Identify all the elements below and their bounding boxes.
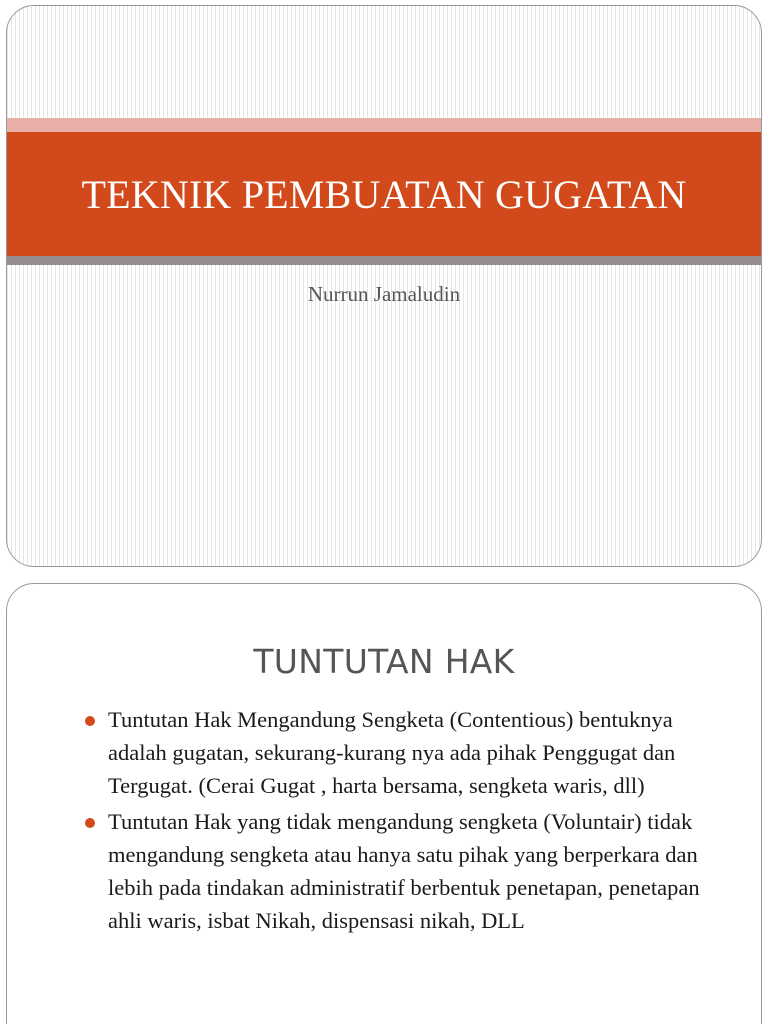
slide-title: TEKNIK PEMBUATAN GUGATAN [81,171,687,217]
title-band [7,132,761,256]
slide-heading: TUNTUTAN HAK [253,642,515,681]
bullet-dot-icon [85,818,95,828]
slide-subtitle-author: Nurrun Jamaludin [307,282,461,306]
title-band-top-stripe [7,118,761,132]
content-slide [6,583,762,1024]
bullet-list [85,703,725,940]
bullet-item-voluntair [85,805,725,937]
bullet-text: Tuntutan Hak Mengandung Sengketa (Contentious) bentuknya adalah gugatan, sekurang-kurang nya ada pihak Penggugat dan Tergugat. (Cerai Gugat , harta bersama, sengketa waris, dll) [108,707,676,798]
title-slide [6,5,762,567]
title-band-bottom-stripe [7,256,761,265]
bullet-item-contentious [85,703,725,802]
bullet-dot-icon [85,716,95,726]
bullet-text: Tuntutan Hak yang tidak mengandung sengketa (Voluntair) tidak mengandung sengketa atau hanya satu pihak yang berperkara dan lebih pada tindakan administratif berbentuk penetapan, penetapan ahli waris, isbat Nikah, dispensasi nikah, DLL [108,809,700,933]
